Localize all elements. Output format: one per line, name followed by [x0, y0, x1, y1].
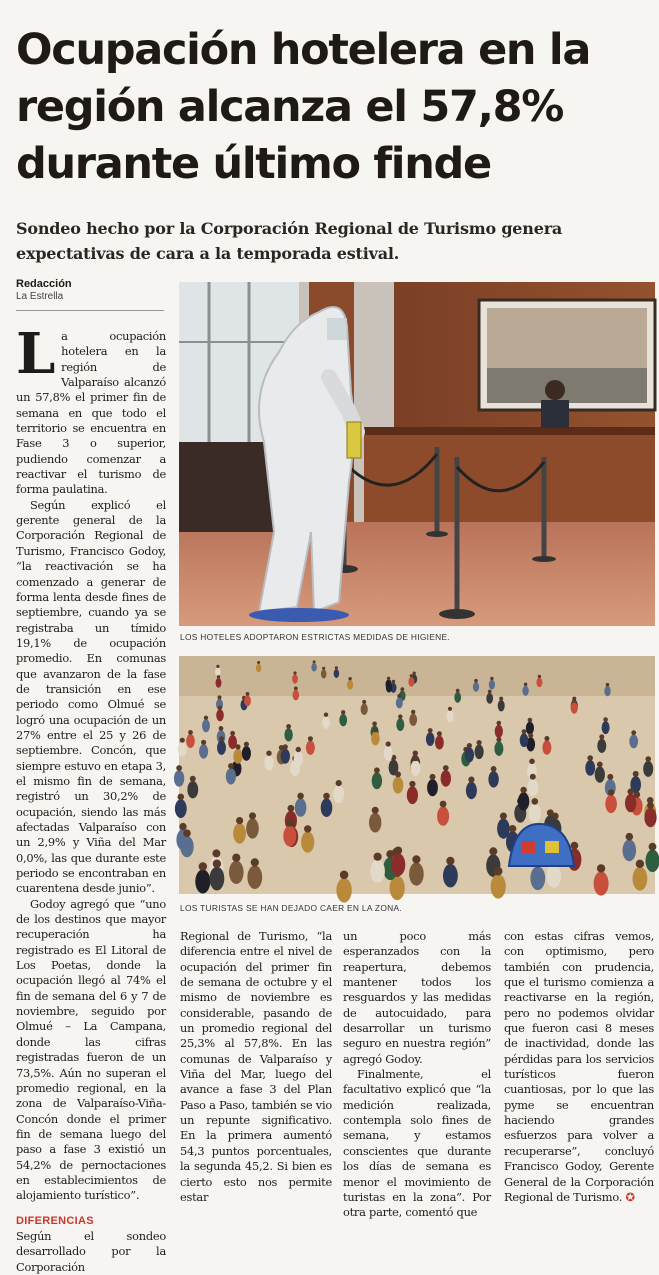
headline: Ocupación hotelera en la región alcanza el 57,8% durante último finde: [16, 22, 646, 193]
article-column-4: [504, 929, 654, 1199]
paragraph-5-end-text: con estas cifras vemos, con optimismo, pero también con prudencia, que el turismo comienza a reactivarse en la región, pero no podemos olvidar que fueron casi 8 meses de inactividad, donde las pérdidas para los servicios turísticos fueron cuantiosas, por lo que las pyme se encuentran haciendo grandes esfuerzos para volver a recuperarse”, concluyó Francisco Godoy, Gerente General de la Corporación Regional de Turismo.: [504, 929, 654, 1204]
article-paragraph-4-start: Según el sondeo desarrollado por la Corporación: [16, 1229, 166, 1275]
article-paragraph-4-end: un poco más esperanzados con la reapertura, debemos mantener todos los resguardos y las medidas de autocuidado, para desarrollar un turismo seguro en nuestra región” agregó Godoy.: [343, 929, 491, 1067]
byline-divider: [16, 310, 164, 311]
beach-crowd-photo: [179, 656, 655, 894]
end-of-article-icon: ✪: [625, 1190, 634, 1204]
article-column-1: [16, 329, 166, 1199]
hotel-lobby-photo: [179, 282, 655, 626]
byline: [16, 278, 166, 303]
article-paragraph-4-cont: Regional de Turismo, “la diferencia entre el nivel de ocupación del primer fin de semana de octubre y el mismo de noviembre es considerable, pasando de un promedio regional del 25,3% al 57,8%. En las comunas de Valparaíso y Viña del Mar, luego del avance a fase 3 del Plan Paso a Paso, también se vio un repunte significativo. En la primera aumentó 54,3 puntos porcentuales, la segunda 45,2. Si bien es cierto esto nos permite estar: [180, 929, 332, 1205]
byline-outlet: La Estrella: [16, 291, 166, 303]
byline-author: Redacción: [16, 278, 166, 291]
paragraph-1-text: a ocupación hotelera en la región de Valparaíso alcanzó un 57,8% el primer fin de semana en que todo el territorio se encuentra en Fase 3 o superior, pudiendo comenzar a reactivar el turismo de forma paulatina.: [16, 329, 166, 496]
article-column-3: [343, 929, 491, 1199]
photo-caption-2: LOS TURISTAS SE HAN DEJADO CAER EN LA ZONA.: [180, 903, 656, 913]
drop-cap: L: [16, 331, 55, 377]
section-heading: DIFERENCIAS: [16, 1214, 166, 1229]
article-paragraph-5-end: [504, 929, 654, 1205]
photo-caption-1: LOS HOTELES ADOPTARON ESTRICTAS MEDIDAS DE HIGIENE.: [180, 632, 656, 642]
article-paragraph-2: Según explicó el gerente general de la Corporación Regional de Turismo, Francisco Godoy, “la reactivación se ha comenzado a generar de forma lenta desde fines de septiembre, cuando ya se registraba un tímido 19,1% de ocupación promedio. En comunas que avanzaron de la fase de transición en ese periodo como Olmué se logró una ocupación de un 27% entre el 25 y 26 de septiembre. Concón, que siempre estuvo en etapa 3, el mismo fin de semana, registró un 30,2% de ocupación, siendo las más afectadas Valparaíso con un 2,9% y Viña del Mar 0,0%, las que durante este periodo se encontraban en cuarentena desde junio”.: [16, 498, 166, 897]
article-paragraph-5: Finalmente, el facultativo explicó que “la medición realizada, contempla solo fines de semana, y estamos conscientes que durante los días de semana es menor el movimiento de turistas en la zona”. Por otra parte, comentó que: [343, 1067, 491, 1220]
article-paragraph-1: [16, 329, 166, 498]
article-paragraph-3: Godoy agregó que “uno de los destinos que mayor recuperación ha registrado es El Litoral de Los Poetas, donde la ocupación llegó al 74% el fin de semana del 6 y 7 de noviembre, seguido por Olmué – La Campana, donde las cifras registradas fueron de un 73,5%. Aún no superan el promedio regional, en la zona de Valparaíso-Viña-Concón donde el primer fin de semana luego del paso a fase 3 existió un 54,2% de pernoctaciones en establecimientos de alojamiento turístico”.: [16, 897, 166, 1204]
article-column-2: [180, 929, 332, 1199]
subheadline: Sondeo hecho por la Corporación Regional de Turismo genera expectativas de cara a la temporada estival.: [16, 216, 636, 266]
